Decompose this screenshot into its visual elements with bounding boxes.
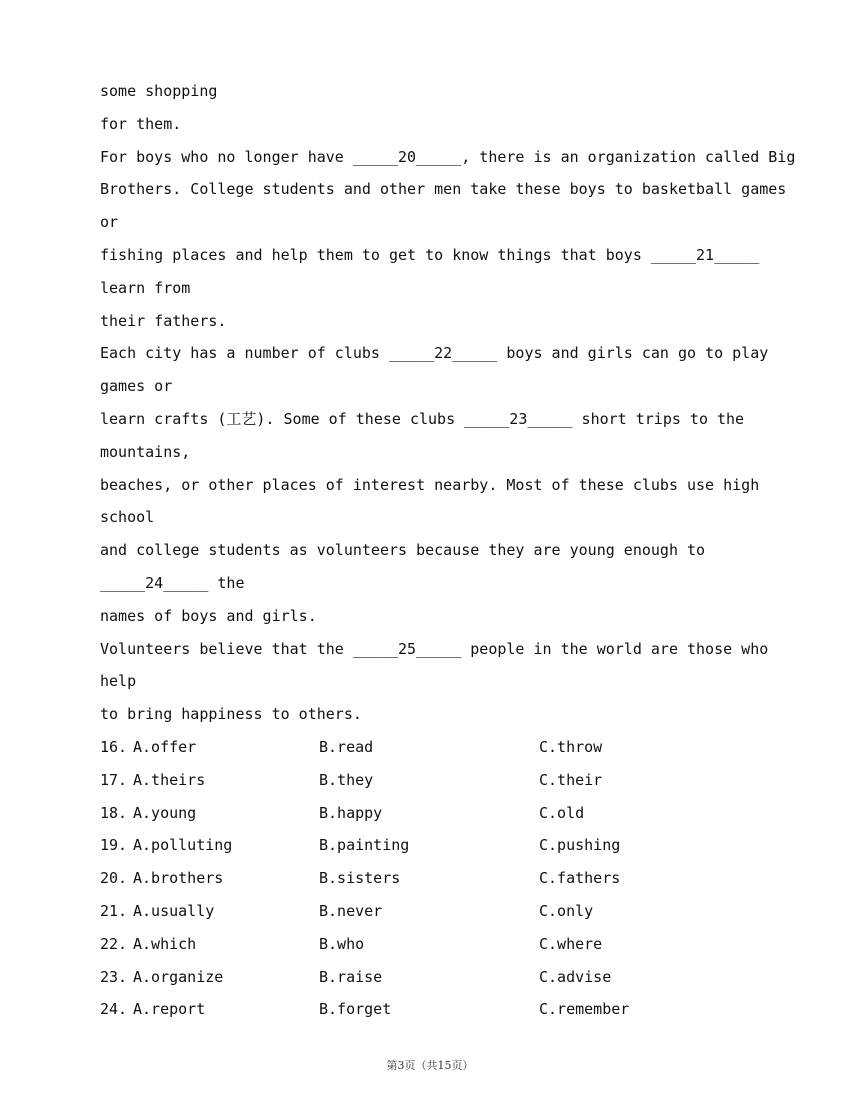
option-a: A.which (133, 934, 197, 953)
question-number: 16. (100, 738, 128, 756)
passage-line: Volunteers believe that the _____25_____ people in the world are those who (100, 639, 769, 658)
passage-line: learn from (100, 278, 191, 297)
option-b: B.they (319, 770, 374, 789)
passage-line: beaches, or other places of interest nearby. Most of these clubs use high (100, 475, 760, 494)
question-number: 24. (100, 1000, 128, 1019)
option-c: C.their (539, 770, 603, 789)
question-row (100, 862, 780, 895)
passage-line: or (100, 213, 119, 232)
question-number: 19. (100, 836, 128, 855)
option-b: B.raise (319, 967, 383, 986)
question-number: 23. (100, 967, 128, 986)
passage-line: school (100, 508, 155, 527)
option-c: C.remember (539, 1000, 630, 1019)
passage-line: mountains, (100, 442, 191, 461)
option-a: A.report (133, 1000, 206, 1019)
option-b: B.who (319, 934, 365, 953)
option-c: C.throw (539, 738, 603, 756)
passage-line: some shopping (100, 82, 218, 100)
option-a: A.offer (133, 738, 197, 756)
option-a: A.young (133, 803, 197, 822)
option-c: C.only (539, 901, 594, 920)
page-footer: 第3页（共15页） (386, 1059, 474, 1072)
option-c: C.pushing (539, 836, 621, 855)
passage-line: Each city has a number of clubs _____22_____ boys and girls can go to play (100, 344, 769, 363)
option-a: A.theirs (133, 770, 206, 789)
passage-line: to bring happiness to others. (100, 705, 362, 724)
passage-line: for them. (100, 114, 182, 133)
question-row (100, 731, 780, 764)
option-a: A.polluting (133, 836, 233, 855)
passage-line: games or (100, 377, 173, 396)
option-a: A.organize (133, 967, 224, 986)
option-b: B.never (319, 901, 383, 920)
passage-line: help (100, 672, 137, 691)
question-row (100, 961, 780, 994)
passage-line: names of boys and girls. (100, 606, 317, 625)
cloze-passage (100, 75, 796, 731)
answer-options-list (100, 731, 780, 1026)
option-b: B.sisters (319, 869, 401, 888)
passage-line: learn crafts (工艺). Some of these clubs _____23_____ short trips to the (100, 409, 745, 428)
option-b: B.read (319, 738, 374, 756)
question-row (100, 928, 780, 961)
question-row (100, 764, 780, 797)
question-row (100, 895, 780, 928)
option-c: C.old (539, 803, 585, 822)
question-number: 20. (100, 869, 128, 888)
option-a: A.usually (133, 901, 215, 920)
passage-line: For boys who no longer have _____20_____, there is an organization called Big (100, 147, 796, 166)
option-c: C.advise (539, 967, 612, 986)
option-c: C.where (539, 934, 603, 953)
passage-line: and college students as volunteers because they are young enough to (100, 541, 706, 560)
option-b: B.forget (319, 1000, 392, 1019)
question-row (100, 829, 780, 862)
option-b: B.painting (319, 836, 410, 855)
question-number: 21. (100, 901, 128, 920)
option-c: C.fathers (539, 869, 621, 888)
passage-line: Brothers. College students and other men take these boys to basketball games (100, 180, 787, 199)
option-a: A.brothers (133, 869, 224, 888)
passage-line: their fathers. (100, 311, 227, 330)
question-number: 18. (100, 803, 128, 822)
question-row (100, 797, 780, 830)
passage-line: fishing places and help them to get to know things that boys _____21_____ (100, 245, 760, 264)
passage-line: _____24_____ the (100, 573, 245, 592)
question-number: 22. (100, 934, 128, 953)
option-b: B.happy (319, 803, 383, 822)
question-number: 17. (100, 770, 128, 789)
question-row (100, 993, 780, 1026)
